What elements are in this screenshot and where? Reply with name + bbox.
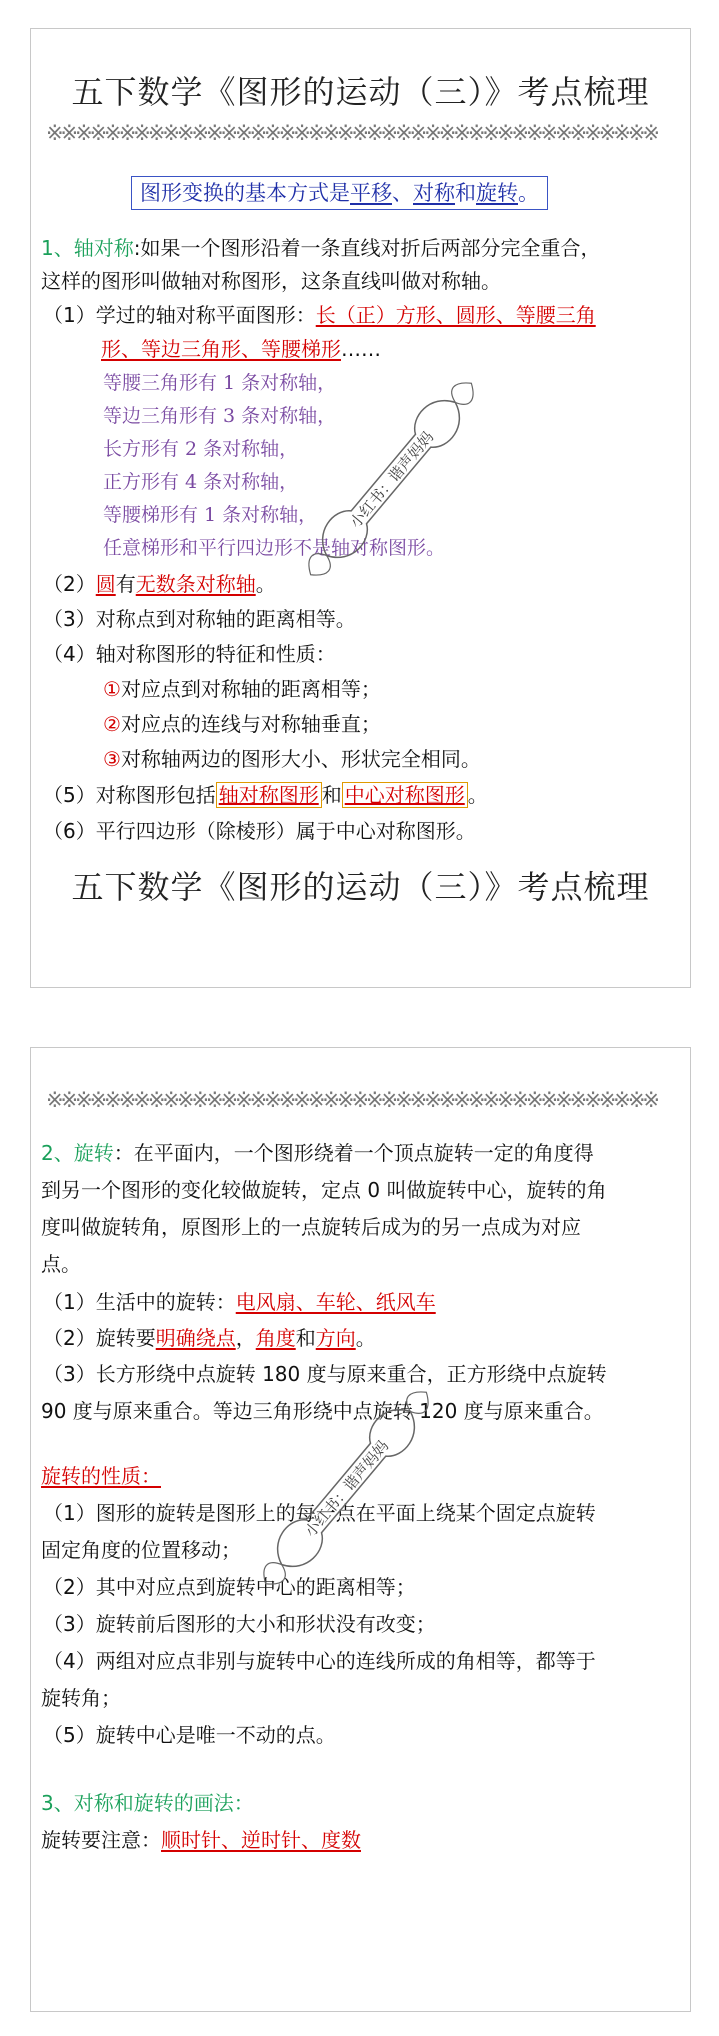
- star-divider: ※※※※※※※※※※※※※※※※※※※※※※※※※※※※※※※※※※※※※※※※※※: [46, 121, 657, 145]
- section3-directions: 顺时针、逆时针、度数: [161, 1828, 361, 1852]
- axis-count-equilateral: 等边三角形有 3 条对称轴，: [103, 405, 337, 427]
- item3: （3）对称点到对称轴的距离相等。: [43, 607, 356, 631]
- banner-sep2: 和: [455, 181, 476, 205]
- property-1: [103, 675, 381, 703]
- item4: （4）轴对称图形的特征和性质：: [43, 642, 336, 666]
- page-title: 五下数学《图形的运动（三）》考点梳理: [71, 73, 650, 111]
- rotation-prop-line2: 固定角度的位置移动；: [41, 1538, 241, 1562]
- rotation-examples: 电风扇、车轮、纸风车: [235, 1290, 436, 1314]
- section2-line1: [41, 1139, 594, 1167]
- item5-prefix: （5）对称图形包括: [43, 783, 216, 807]
- item1-line1: [43, 301, 596, 329]
- rotation-direction: 方向: [315, 1326, 356, 1350]
- banner-translation: 平移: [350, 181, 392, 205]
- rotation-item2-sep: ，: [235, 1326, 256, 1350]
- rotation-prop-line3: （2）其中对应点到旋转中心的距离相等；: [43, 1575, 416, 1599]
- property-3-text: 对称轴两边的图形大小、形状完全相同。: [120, 747, 481, 771]
- rotation-item2-mid: 和: [295, 1326, 316, 1350]
- item1-shapes-b: 形、等边三角形、等腰梯形: [101, 337, 341, 361]
- item5-end: 。: [467, 783, 488, 807]
- section1-heading: 1、轴对称: [41, 236, 134, 260]
- property-2: [103, 710, 381, 738]
- banner-prefix: 图形变换的基本方式是: [140, 181, 350, 205]
- rotation-prop-line4: （3）旋转前后图形的大小和形状没有改变；: [43, 1612, 436, 1636]
- section3-prefix: 旋转要注意：: [41, 1828, 161, 1852]
- property-2-num: ②: [103, 712, 121, 736]
- item2-mid: 有: [115, 572, 136, 596]
- section3-line: [41, 1826, 361, 1854]
- item1-prefix: （1）学过的轴对称平面图形：: [43, 303, 316, 327]
- axis-count-trapezoid: 等腰梯形有 1 条对称轴，: [103, 504, 318, 526]
- section1-line1: [41, 234, 600, 262]
- item2-end: 。: [255, 572, 276, 596]
- item5-central: 中心对称图形: [342, 782, 468, 808]
- rotation-point: 明确绕点: [155, 1326, 236, 1350]
- rotation-prop-line6: 旋转角；: [41, 1686, 121, 1710]
- watermark-text-2: 小红书：谐声妈妈: [301, 1436, 393, 1541]
- rotation-item1-prefix: （1）生活中的旋转：: [43, 1290, 236, 1314]
- rotation-prop-line5: （4）两组对应点非别与旋转中心的连线所成的角相等，都等于: [43, 1649, 596, 1673]
- banner-rotation: 旋转: [476, 181, 518, 205]
- item2-infinite: 无数条对称轴: [135, 572, 256, 596]
- axis-count-note: 任意梯形和平行四边形不是轴对称图形。: [103, 537, 446, 559]
- rotation-item1: [43, 1288, 436, 1316]
- axis-count-rectangle: 长方形有 2 条对称轴，: [103, 438, 299, 460]
- section3-heading: 3、对称和旋转的画法：: [41, 1791, 254, 1815]
- section1-text-a: :如果一个图形沿着一条直线对折后两部分完全重合，: [133, 236, 601, 260]
- section2-line2: 到另一个图形的变化较做旋转，定点 0 叫做旋转中心，旋转的角: [41, 1178, 607, 1202]
- rotation-item2-end: 。: [355, 1326, 376, 1350]
- item5-mid: 和: [321, 783, 342, 807]
- property-3-num: ③: [103, 747, 121, 771]
- rotation-prop-line7: （5）旋转中心是唯一不动的点。: [43, 1723, 336, 1747]
- section2-text-a: ：在平面内，一个图形绕着一个顶点旋转一定的角度得: [113, 1141, 594, 1165]
- property-2-text: 对应点的连线与对称轴垂直；: [120, 712, 381, 736]
- banner-sep1: 、: [392, 181, 413, 205]
- star-divider-2: ※※※※※※※※※※※※※※※※※※※※※※※※※※※※※※※※※※※※※※※※※※: [46, 1088, 657, 1112]
- rotation-item2-prefix: （2）旋转要: [43, 1326, 156, 1350]
- page-card-2: [30, 1047, 691, 2012]
- item1-shapes-a: 长（正）方形、圆形、等腰三角: [315, 303, 596, 327]
- axis-count-square: 正方形有 4 条对称轴，: [103, 471, 299, 493]
- item6: （6）平行四边形（除棱形）属于中心对称图形。: [43, 819, 476, 843]
- page-title-repeat: 五下数学《图形的运动（三）》考点梳理: [71, 868, 650, 906]
- property-3: [103, 745, 481, 773]
- item2: [43, 570, 276, 598]
- banner-end: 。: [518, 181, 539, 205]
- rotation-properties-heading: 旋转的性质：: [41, 1464, 161, 1488]
- transform-banner: [131, 176, 548, 210]
- section1-line2: 这样的图形叫做轴对称图形，这条直线叫做对称轴。: [41, 269, 501, 293]
- axis-count-isosceles: 等腰三角形有 1 条对称轴，: [103, 372, 337, 394]
- item5-axial: 轴对称图形: [216, 782, 322, 808]
- property-1-text: 对应点到对称轴的距离相等；: [120, 677, 381, 701]
- item1-line2: [101, 335, 381, 363]
- section2-line3: 度叫做旋转角，原图形上的一点旋转后成为的另一点成为对应: [41, 1215, 581, 1239]
- rotation-item3-b: 90 度与原来重合。等边三角形绕中点旋转 120 度与原来重合。: [41, 1399, 604, 1423]
- rotation-item2: [43, 1324, 376, 1352]
- section2-line4: 点。: [41, 1252, 81, 1276]
- item5: [43, 781, 488, 809]
- watermark-text: 小红书：谐声妈妈: [346, 427, 438, 532]
- rotation-prop-line1: （1）图形的旋转是图形上的每一点在平面上绕某个固定点旋转: [43, 1501, 596, 1525]
- property-1-num: ①: [103, 677, 121, 701]
- item1-tail: ……: [341, 337, 381, 361]
- section2-heading: 2、旋转: [41, 1141, 114, 1165]
- item2-circle: 圆: [95, 572, 116, 596]
- rotation-item3-a: （3）长方形绕中点旋转 180 度与原来重合，正方形绕中点旋转: [43, 1362, 607, 1386]
- page-card-1: [30, 28, 691, 988]
- item2-prefix: （2）: [43, 572, 96, 596]
- banner-symmetry: 对称: [413, 181, 455, 205]
- rotation-angle: 角度: [255, 1326, 296, 1350]
